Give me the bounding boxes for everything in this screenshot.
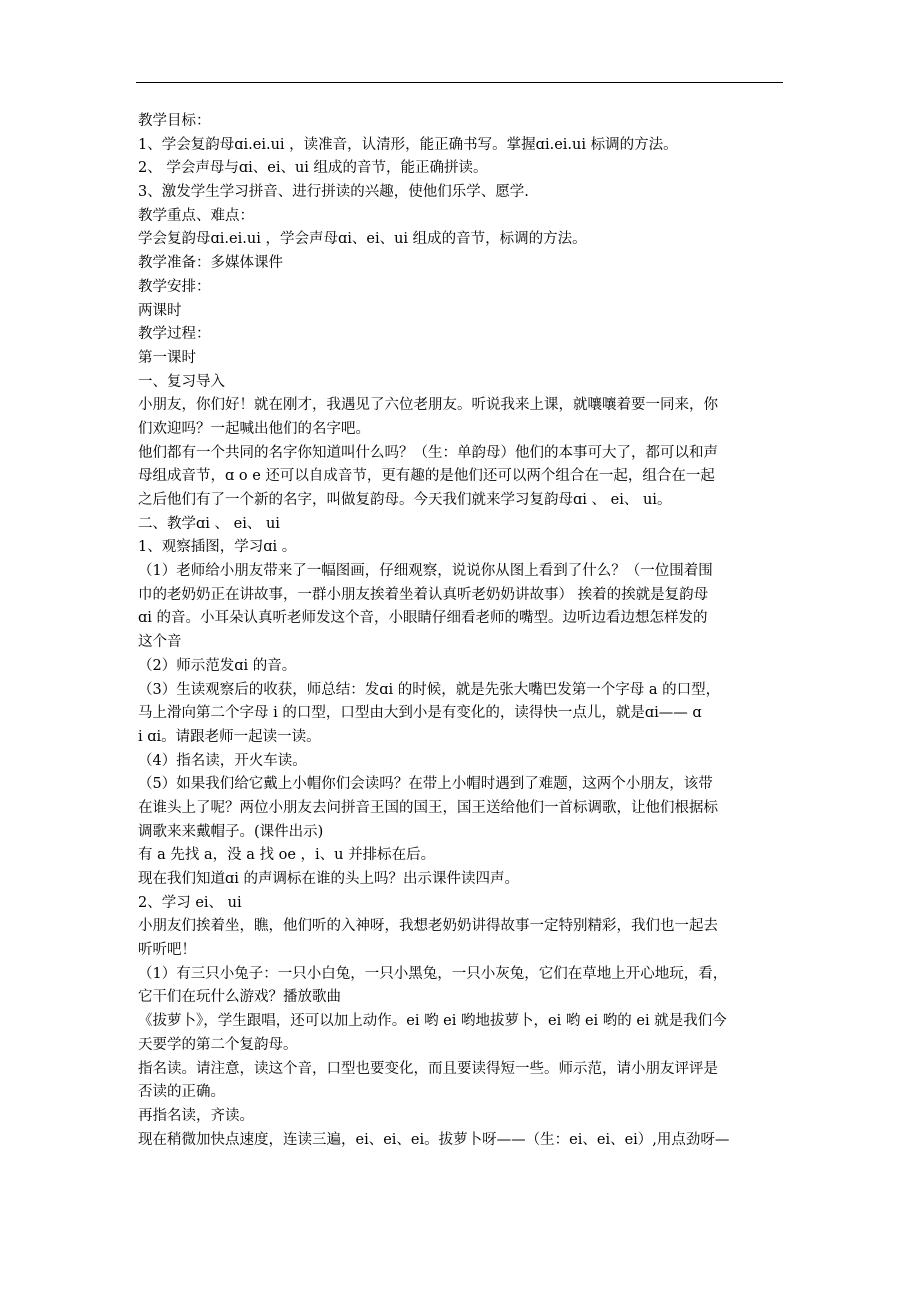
text-line: 2、 学会声母与ɑi、ei、ui 组成的音节，能正确拼读。 <box>138 160 488 177</box>
text-line: 天要学的第二个复韵母。 <box>138 1036 298 1053</box>
text-line: 这个音 <box>138 634 182 651</box>
text-line: 们欢迎吗？一起喊出他们的名字吧。 <box>138 420 370 437</box>
text-line: 教学目标： <box>138 113 211 129</box>
text-line: 教学准备：多媒体课件 <box>138 255 283 272</box>
text-line: 现在稍微加快点速度，连读三遍，ei、ei、ei。拔萝卜呀——（生：ei、ei、ei）,用点劲呀— <box>138 1131 730 1148</box>
text-line: 马上滑向第二个字母 i 的口型，口型由大到小是有变化的，读得快一点儿，就是ɑi—— ɑ <box>138 705 702 722</box>
text-line: （1）有三只小兔子：一只小白兔，一只小黑兔，一只小灰兔，它们在草地上开心地玩，看， <box>138 965 728 982</box>
text-line: 教学重点、难点： <box>138 207 254 224</box>
text-line: 母组成音节，ɑ o e 还可以自成音节，更有趣的是他们还可以两个组合在一起，组合在一起 <box>138 468 715 485</box>
text-line: 指名读。请注意，读这个音，口型也要变化，而且要读得短一些。师示范，请小朋友评评是 <box>138 1060 718 1077</box>
text-line: 3、激发学生学习拼音、进行拼读的兴趣，使他们乐学、愿学. <box>138 184 529 201</box>
text-line: （2）师示范发ɑi 的音。 <box>138 657 297 674</box>
text-line: 教学安排： <box>138 278 211 295</box>
text-line: 1、学会复韵母ɑi.ei.ui ，读准音，认清形，能正确书写。掌握ɑi.ei.ui 标调的方法。 <box>138 136 678 153</box>
text-line: 它干们在玩什么游戏？播放歌曲 <box>138 989 341 1006</box>
text-line: （4）指名读，开火车读。 <box>138 752 307 769</box>
text-line: 巾的老奶奶正在讲故事，一群小朋友挨着坐着认真听老奶奶讲故事） 挨着的挨就是复韵母 <box>138 586 709 603</box>
text-line: 有 a 先找 a，没 a 找 oe ，i、u 并排标在后。 <box>138 847 436 864</box>
text-line: 调歌来来戴帽子。(课件出示) <box>138 823 324 840</box>
text-line: 小朋友们挨着坐，瞧，他们听的入神呀，我想老奶奶讲得故事一定特别精彩，我们也一起去 <box>138 918 718 935</box>
text-line: 2、学习 ei、 ui <box>138 894 242 911</box>
text-line: 之后他们有了一个新的名字，叫做复韵母。今天我们就来学习复韵母ɑi 、 ei、 ui。 <box>138 492 672 508</box>
text-line: 现在我们知道ɑi 的声调标在谁的头上吗？出示课件读四声。 <box>138 871 520 887</box>
text-line: 他们都有一个共同的名字你知道叫什么吗？（生：单韵母）他们的本事可大了，都可以和声 <box>138 444 718 461</box>
text-line: i ɑi。请跟老师一起读一读。 <box>138 728 321 745</box>
text-line: 教学过程： <box>138 326 211 343</box>
text-line: 二、教学ɑi 、 ei、 ui <box>138 515 280 532</box>
text-line: 两课时 <box>138 302 182 319</box>
text-line: 听听吧！ <box>138 942 196 959</box>
text-line: （3）生读观察后的收获，师总结：发ɑi 的时候，就是先张大嘴巴发第一个字母 a 的口型， <box>138 681 721 698</box>
text-line: 再指名读，齐读。 <box>138 1107 254 1124</box>
text-line: （5）如果我们给它戴上小帽你们会读吗？在带上小帽时遇到了难题，这两个小朋友，该带 <box>138 776 713 793</box>
text-line: 《拔萝卜》，学生跟唱，还可以加上动作。ei 哟 ei 哟地拔萝卜，ei 哟 ei 哟的 ei 就是我们今 <box>138 1013 727 1030</box>
text-line: 一、复习导入 <box>138 373 225 390</box>
text-line: ɑi 的音。小耳朵认真听老师发这个音，小眼睛仔细看老师的嘴型。边听边看边想怎样发的 <box>138 610 708 627</box>
lesson-plan-text <box>138 110 788 1152</box>
text-line: 在谁头上了呢？两位小朋友去问拼音王国的国王，国王送给他们一首标调歌，让他们根据标 <box>138 799 718 816</box>
text-line: 小朋友，你们好！就在刚才，我遇见了六位老朋友。听说我来上课，就嚷嚷着要一同来，你 <box>138 397 718 414</box>
text-line: 第一课时 <box>138 349 196 366</box>
header-rule <box>136 82 783 83</box>
text-line: 学会复韵母ɑi.ei.ui ，学会声母ɑi、ei、ui 组成的音节，标调的方法。 <box>138 231 587 248</box>
text-line: 1、观察插图，学习ɑi 。 <box>138 539 297 556</box>
text-line: 否读的正确。 <box>138 1084 225 1101</box>
text-line: （1）老师给小朋友带来了一幅图画，仔细观察，说说你从图上看到了什么？（一位围着围 <box>138 563 713 580</box>
